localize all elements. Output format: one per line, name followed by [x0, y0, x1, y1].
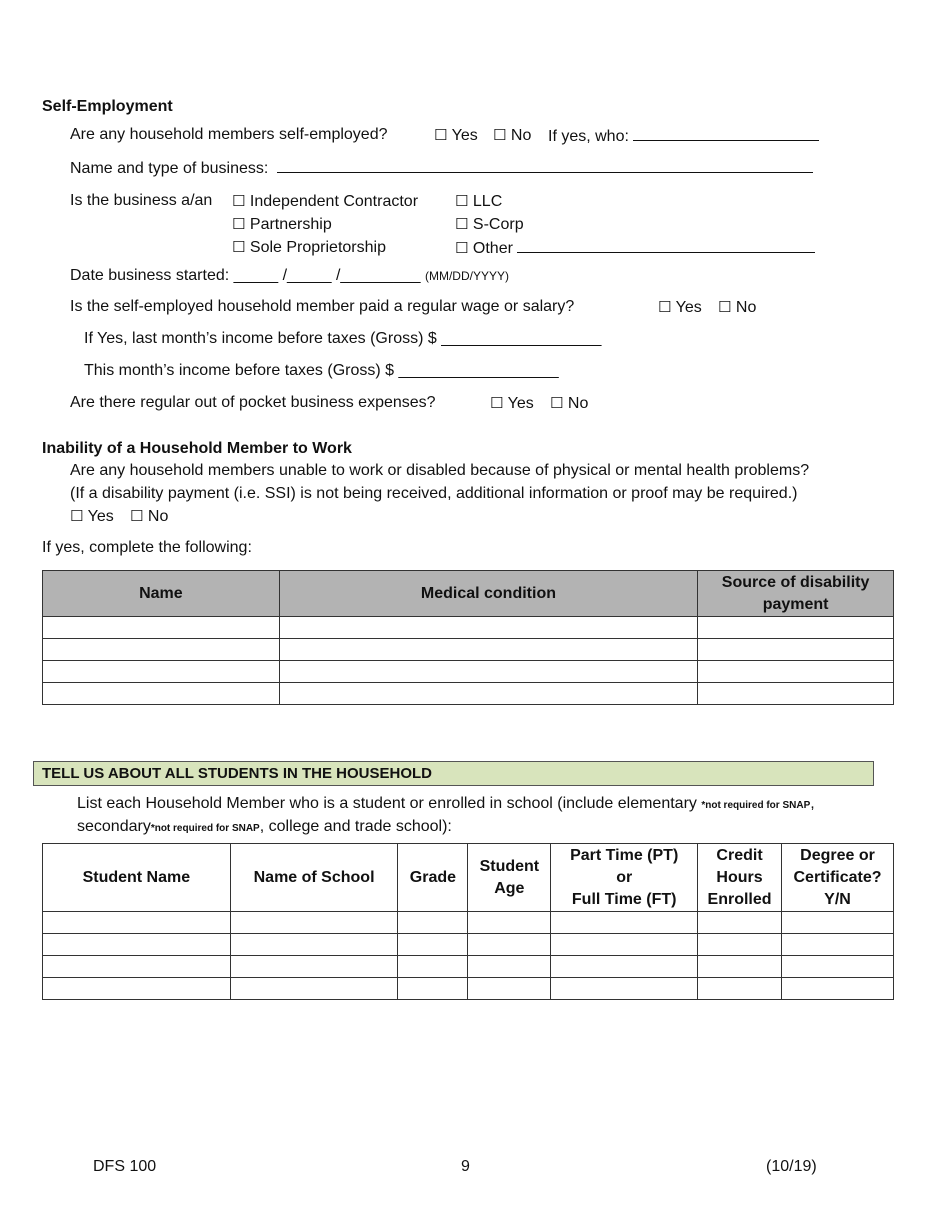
- self-employment-heading: Self-Employment: [42, 98, 173, 115]
- table-cell[interactable]: [43, 683, 280, 705]
- business-name-row: [70, 158, 813, 178]
- expenses-yes-option[interactable]: [490, 394, 534, 413]
- checkbox[interactable]: ☐: [232, 215, 246, 233]
- header-medical-condition: Medical condition: [279, 571, 697, 617]
- table-cell[interactable]: [43, 934, 231, 956]
- yes-label: Yes: [675, 299, 702, 316]
- option-other[interactable]: [455, 238, 815, 258]
- table-row: [43, 978, 894, 1000]
- yes-label: Yes: [451, 127, 478, 144]
- checkbox[interactable]: ☐: [493, 126, 507, 144]
- yes-label: Yes: [87, 508, 114, 525]
- header-line: Age: [494, 879, 525, 897]
- table-cell[interactable]: [782, 934, 894, 956]
- table-cell[interactable]: [782, 956, 894, 978]
- checkbox[interactable]: ☐: [718, 298, 732, 316]
- yes-label: Yes: [507, 395, 534, 412]
- table-cell[interactable]: [279, 617, 697, 639]
- this-month-income-field[interactable]: This month’s income before taxes (Gross) $ __________________: [84, 362, 559, 379]
- header-line: Hours: [716, 868, 763, 886]
- intro-text: secondary: [77, 818, 151, 835]
- footer-page-number: 9: [461, 1158, 470, 1175]
- option-label: Other: [472, 240, 513, 257]
- snap-note: *not required for SNAP: [701, 800, 811, 811]
- no-label: No: [510, 127, 532, 144]
- table-cell[interactable]: [230, 912, 398, 934]
- table-row: [43, 934, 894, 956]
- table-cell[interactable]: [43, 639, 280, 661]
- table-cell[interactable]: [468, 978, 551, 1000]
- table-cell[interactable]: [398, 978, 468, 1000]
- inability-no-option[interactable]: [130, 507, 168, 526]
- self-employed-no-option[interactable]: [493, 126, 531, 145]
- inability-heading: Inability of a Household Member to Work: [42, 440, 352, 457]
- footer-revision: (10/19): [766, 1158, 817, 1175]
- checkbox[interactable]: ☐: [550, 394, 564, 412]
- checkbox[interactable]: ☐: [70, 507, 84, 525]
- header-credit-hours: [698, 844, 782, 912]
- table-cell[interactable]: [698, 956, 782, 978]
- checkbox[interactable]: ☐: [455, 239, 469, 257]
- date-input-blanks[interactable]: _____ /_____ /_________: [233, 267, 421, 284]
- header-student-name: Student Name: [43, 844, 231, 912]
- header-line: Certificate?: [793, 868, 882, 886]
- wage-question: Is the self-employed household member paid a regular wage or salary?: [70, 298, 575, 315]
- table-cell[interactable]: [782, 912, 894, 934]
- inability-question-line1: Are any household members unable to work or disabled because of physical or mental health problems?: [70, 462, 810, 479]
- header-line: Y/N: [824, 890, 851, 908]
- disability-table: [42, 570, 894, 705]
- table-cell[interactable]: [279, 661, 697, 683]
- table-cell[interactable]: [398, 934, 468, 956]
- no-label: No: [567, 395, 589, 412]
- table-cell[interactable]: [43, 661, 280, 683]
- header-line: Part Time (PT): [570, 846, 679, 864]
- business-name-label: Name and type of business:: [70, 160, 269, 177]
- option-s-corp[interactable]: [455, 215, 524, 234]
- table-cell[interactable]: [43, 617, 280, 639]
- intro-text: List each Household Member who is a student or enrolled in school (include elementary: [77, 795, 697, 812]
- students-table: [42, 843, 894, 1000]
- header-line: Credit: [716, 846, 763, 864]
- header-degree-certificate: [782, 844, 894, 912]
- snap-note: *not required for SNAP: [150, 823, 260, 834]
- business-name-input-line[interactable]: [277, 158, 813, 173]
- header-line: Full Time (FT): [571, 890, 677, 908]
- table-cell[interactable]: [468, 912, 551, 934]
- table-cell[interactable]: [782, 978, 894, 1000]
- table-cell[interactable]: [279, 683, 697, 705]
- table-cell[interactable]: [398, 956, 468, 978]
- if-yes-who-label: If yes, who:: [548, 128, 629, 145]
- table-cell[interactable]: [468, 956, 551, 978]
- date-started-row: [70, 267, 509, 285]
- checkbox[interactable]: ☐: [455, 192, 469, 210]
- table-row: [43, 617, 894, 639]
- table-cell[interactable]: [551, 934, 698, 956]
- inability-yes-option[interactable]: [70, 507, 114, 526]
- checkbox[interactable]: ☐: [232, 192, 246, 210]
- table-cell[interactable]: [698, 912, 782, 934]
- header-line: Student: [479, 857, 540, 875]
- table-cell[interactable]: [43, 978, 231, 1000]
- checkbox[interactable]: ☐: [232, 238, 246, 256]
- expenses-question: Are there regular out of pocket business expenses?: [70, 394, 436, 411]
- header-line: Enrolled: [707, 890, 772, 908]
- self-employed-question-row: [70, 126, 388, 144]
- comma: ,: [810, 795, 815, 812]
- header-name: Name: [43, 571, 280, 617]
- table-row: [43, 683, 894, 705]
- option-independent-contractor[interactable]: [232, 192, 418, 211]
- header-student-age: [468, 844, 551, 912]
- intro-text: , college and trade school):: [259, 818, 452, 835]
- table-cell[interactable]: [698, 661, 894, 683]
- students-intro-line2: [77, 818, 452, 836]
- table-cell[interactable]: [230, 978, 398, 1000]
- business-type-label: Is the business a/an: [70, 192, 213, 209]
- footer-form-id: DFS 100: [93, 1158, 157, 1175]
- option-label: Independent Contractor: [249, 193, 419, 210]
- table-cell[interactable]: [230, 934, 398, 956]
- table-cell[interactable]: [551, 978, 698, 1000]
- self-employed-question: Are any household members self-employed?: [70, 126, 388, 143]
- no-label: No: [735, 299, 757, 316]
- table-cell[interactable]: [551, 912, 698, 934]
- option-label: Sole Proprietorship: [249, 239, 386, 256]
- header-line: Degree or: [800, 846, 875, 864]
- table-cell[interactable]: [279, 639, 697, 661]
- date-started-label: Date business started:: [70, 267, 230, 284]
- table-cell[interactable]: [230, 956, 398, 978]
- checkbox[interactable]: ☐: [130, 507, 144, 525]
- option-partnership[interactable]: [232, 215, 332, 234]
- if-yes-complete: If yes, complete the following:: [42, 539, 252, 556]
- checkbox[interactable]: ☐: [455, 215, 469, 233]
- option-label: S-Corp: [472, 216, 524, 233]
- checkbox[interactable]: ☐: [490, 394, 504, 412]
- students-intro-line1: [77, 795, 815, 813]
- table-header-row: [43, 844, 894, 912]
- option-label: LLC: [472, 193, 503, 210]
- expenses-no-option[interactable]: [550, 394, 588, 413]
- table-cell[interactable]: [468, 934, 551, 956]
- table-cell[interactable]: [551, 956, 698, 978]
- header-disability-source: Source of disability payment: [698, 571, 894, 617]
- wage-yes-option[interactable]: [658, 298, 702, 317]
- table-cell[interactable]: [698, 617, 894, 639]
- header-part-full-time: [551, 844, 698, 912]
- table-cell[interactable]: [43, 956, 231, 978]
- table-cell[interactable]: [698, 978, 782, 1000]
- table-row: [43, 639, 894, 661]
- inability-question-line2: (If a disability payment (i.e. SSI) is not being received, additional information or proof may be required.): [70, 485, 798, 502]
- table-row: [43, 912, 894, 934]
- checkbox[interactable]: ☐: [658, 298, 672, 316]
- table-row: [43, 956, 894, 978]
- table-cell[interactable]: [698, 934, 782, 956]
- header-school-name: Name of School: [230, 844, 398, 912]
- checkbox[interactable]: ☐: [434, 126, 448, 144]
- table-cell[interactable]: [43, 912, 231, 934]
- option-sole-proprietorship[interactable]: [232, 238, 386, 257]
- who-input-line[interactable]: [633, 126, 819, 141]
- table-row: [43, 661, 894, 683]
- wage-no-option[interactable]: [718, 298, 756, 317]
- option-label: Partnership: [249, 216, 332, 233]
- table-cell[interactable]: [698, 683, 894, 705]
- other-input-line[interactable]: [517, 238, 815, 253]
- option-llc[interactable]: [455, 192, 502, 211]
- last-month-income-field[interactable]: If Yes, last month’s income before taxes (Gross) $ __________________: [84, 330, 602, 347]
- header-grade: Grade: [398, 844, 468, 912]
- header-line: or: [616, 868, 633, 886]
- no-label: No: [147, 508, 169, 525]
- table-cell[interactable]: [698, 639, 894, 661]
- if-yes-who-row: [548, 126, 819, 146]
- students-section-title: TELL US ABOUT ALL STUDENTS IN THE HOUSEHOLD: [33, 761, 874, 786]
- table-cell[interactable]: [398, 912, 468, 934]
- self-employed-yes-option[interactable]: [434, 126, 478, 145]
- date-format-hint: (MM/DD/YYYY): [424, 269, 509, 283]
- table-header-row: [43, 571, 894, 617]
